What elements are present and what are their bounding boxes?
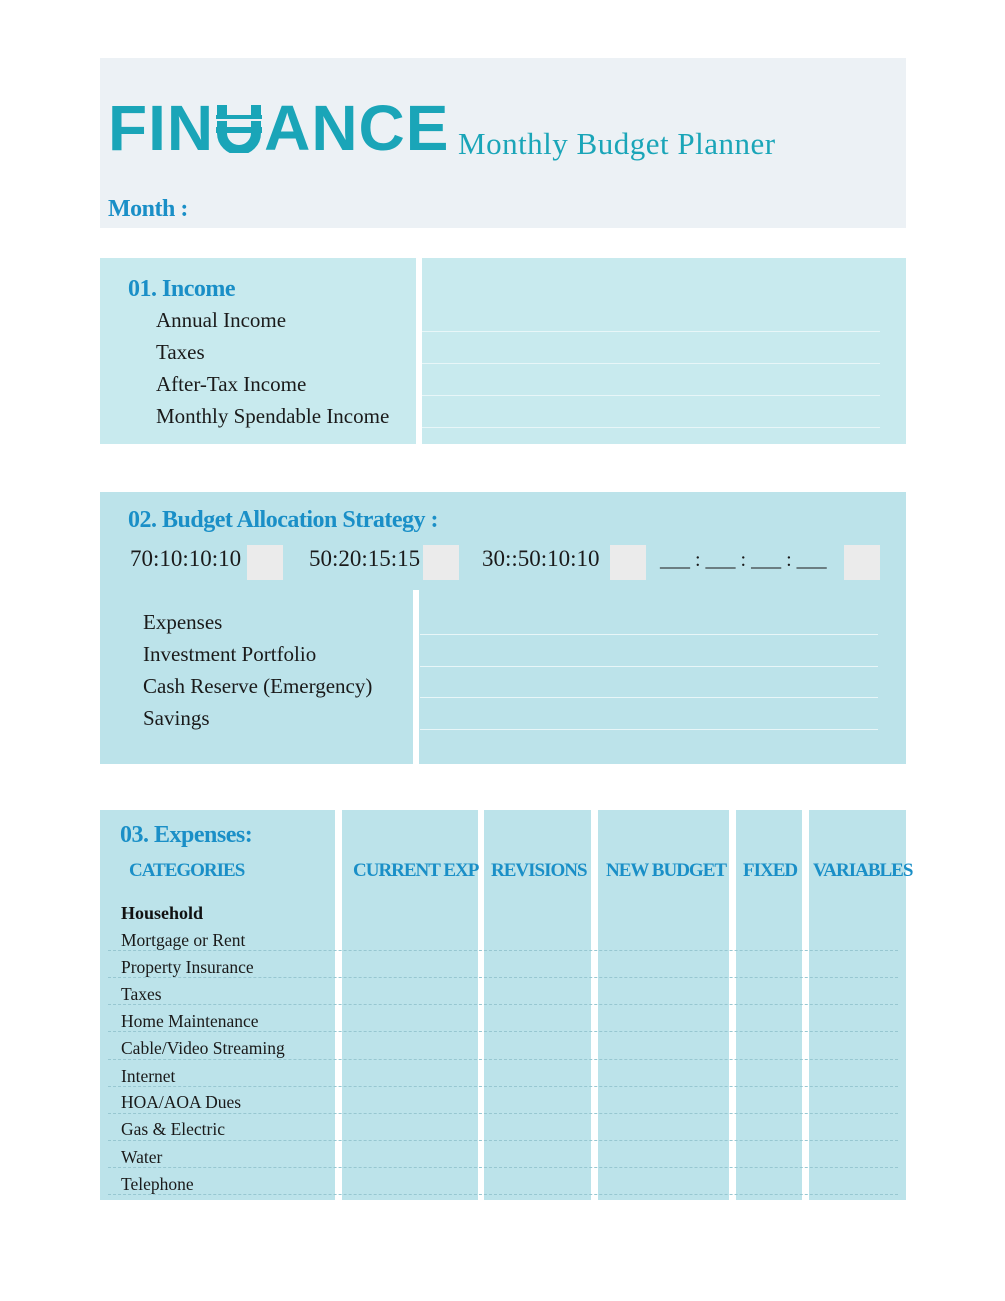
logo-text-left: FIN bbox=[108, 92, 215, 164]
rupee-u-icon bbox=[216, 103, 262, 153]
strategy-row-expenses: Expenses bbox=[143, 610, 223, 634]
expense-row-line bbox=[108, 1059, 898, 1060]
expense-item: Water bbox=[121, 1147, 163, 1167]
expense-item: Property Insurance bbox=[121, 957, 254, 977]
strategy-row-savings: Savings bbox=[143, 706, 210, 730]
income-row-taxes: Taxes bbox=[156, 340, 205, 364]
brand-logo bbox=[108, 92, 450, 164]
income-input-line[interactable] bbox=[422, 331, 880, 332]
column-new-budget bbox=[598, 810, 729, 1200]
expense-row-line bbox=[108, 1086, 898, 1087]
header-variables: VARIABLES bbox=[813, 860, 913, 881]
ratio-option-3: 30::50:10:10 bbox=[482, 546, 600, 571]
header-fixed: FIXED bbox=[743, 860, 798, 881]
strategy-row-cash-reserve: Cash Reserve (Emergency) bbox=[143, 674, 373, 698]
column-variables bbox=[809, 810, 913, 1200]
ratio-option-2: 50:20:15:15 bbox=[309, 546, 421, 571]
column-current-exp bbox=[342, 810, 478, 1200]
income-input-line[interactable] bbox=[422, 363, 880, 364]
header-new-budget: NEW BUDGET bbox=[606, 860, 727, 881]
strategy-section bbox=[100, 492, 906, 764]
group-household: Household bbox=[121, 903, 204, 923]
expense-row-line bbox=[108, 1004, 898, 1005]
income-section bbox=[100, 258, 906, 444]
income-divider bbox=[416, 236, 422, 444]
month-label: Month : bbox=[108, 196, 188, 222]
column-revisions bbox=[484, 810, 591, 1200]
strategy-title: 02. Budget Allocation Strategy : bbox=[128, 507, 438, 533]
expense-row-line bbox=[108, 1194, 898, 1195]
income-row-annual: Annual Income bbox=[156, 308, 287, 332]
expense-item: Taxes bbox=[121, 984, 162, 1004]
strategy-input-line[interactable] bbox=[420, 729, 878, 730]
expense-item: Gas & Electric bbox=[121, 1119, 225, 1139]
header-revisions: REVISIONS bbox=[491, 860, 587, 881]
expense-item: Home Maintenance bbox=[121, 1011, 259, 1031]
expense-row-line bbox=[108, 977, 898, 978]
ratio-checkbox-4[interactable] bbox=[844, 545, 880, 580]
strategy-input-line[interactable] bbox=[420, 634, 878, 635]
income-input-line[interactable] bbox=[422, 395, 880, 396]
income-input-line[interactable] bbox=[422, 427, 880, 428]
strategy-divider bbox=[413, 590, 419, 764]
expense-item: Cable/Video Streaming bbox=[121, 1038, 285, 1058]
page-header bbox=[100, 58, 906, 228]
expense-row-line bbox=[108, 1113, 898, 1114]
expense-row-line bbox=[108, 950, 898, 951]
income-title: 01. Income bbox=[128, 276, 235, 302]
income-row-monthly: Monthly Spendable Income bbox=[156, 404, 390, 428]
logo-text-right: ANCE bbox=[264, 92, 450, 164]
strategy-row-investment: Investment Portfolio bbox=[143, 642, 317, 666]
expense-item: Mortgage or Rent bbox=[121, 930, 246, 950]
income-row-after-tax: After-Tax Income bbox=[156, 372, 307, 396]
ratio-option-1: 70:10:10:10 bbox=[130, 546, 242, 571]
column-categories bbox=[100, 810, 335, 1200]
expense-row-line bbox=[108, 1167, 898, 1168]
page-title: Monthly Budget Planner bbox=[458, 126, 776, 161]
ratio-option-custom: ___ : ___ : ___ : ___ bbox=[660, 549, 827, 571]
expense-row-line bbox=[108, 1031, 898, 1032]
expenses-title: 03. Expenses: bbox=[120, 822, 253, 848]
strategy-input-line[interactable] bbox=[420, 697, 878, 698]
ratio-checkbox-3[interactable] bbox=[610, 545, 646, 580]
expense-row-line bbox=[108, 1140, 898, 1141]
expense-item: Telephone bbox=[121, 1174, 194, 1194]
header-categories: CATEGORIES bbox=[129, 860, 245, 881]
expense-item: Internet bbox=[121, 1066, 176, 1086]
ratio-checkbox-1[interactable] bbox=[247, 545, 283, 580]
header-current-exp: CURRENT EXP bbox=[353, 860, 479, 881]
expense-item: HOA/AOA Dues bbox=[121, 1092, 242, 1112]
column-fixed bbox=[736, 810, 802, 1200]
ratio-checkbox-2[interactable] bbox=[423, 545, 459, 580]
expenses-section bbox=[100, 810, 913, 1200]
strategy-input-line[interactable] bbox=[420, 666, 878, 667]
